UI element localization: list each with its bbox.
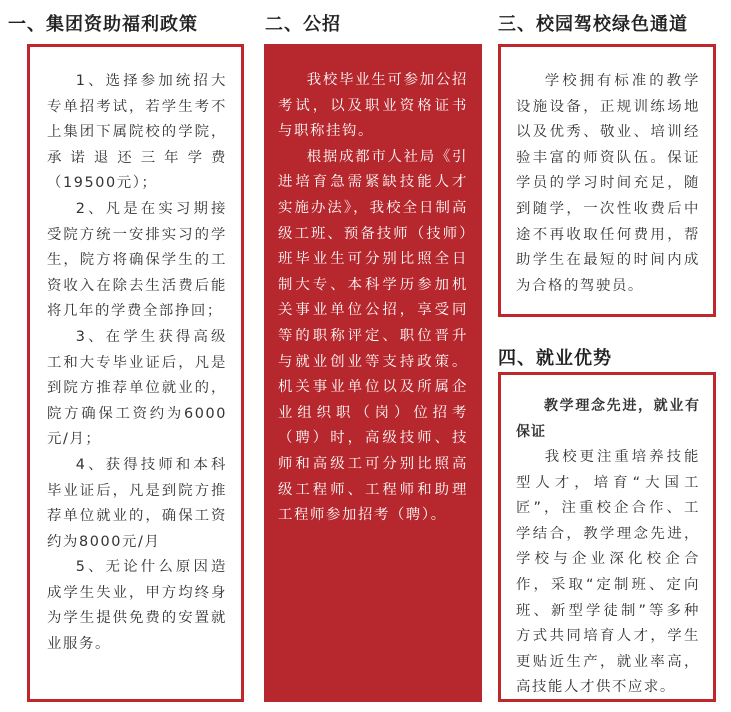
section-3-para-1: 学校拥有标准的教学设施设备，正规训练场地以及优秀、敬业、培训经验丰富的师资队伍。保证学员的学习时间充足，随到随学，一次性收费后中途不再收取任何费用，帮助学生在最短的时间内成为合格的驾驶员。 [516, 73, 700, 294]
section-2-para-2: 根据成都市人社局《引进培育急需紧缺技能人才实施办法》，我校全日制高级工班、预备技师（技师）班毕业生可分别比照全日制大专、本科学历参加机关事业单位公招，享受同等的职称评定、职位晋升与就业创业等支持政策。机关事业单位以及所属企业组织职（岗）位招考（聘）时，高级技师、技师和高级工可分别比照高级工程师、工程师和助理工程师参加招考（聘）。 [278, 148, 468, 524]
section-1-heading: 一、集团资助福利政策 [8, 14, 198, 35]
section-1-para-4: 4、获得技师和本科毕业证后，凡是到院方推荐单位就业的，确保工资约为8000元/月 [47, 456, 227, 550]
section-2-body [278, 68, 468, 529]
section-2-heading: 二、公招 [265, 14, 341, 35]
section-4-subheading: 教学理念先进，就业有保证 [516, 398, 700, 440]
section-1-para-2: 2、凡是在实习期接受院方统一安排实习的学生，院方将确保学生的工资收入在除去生活费后能将几年的学费全部挣回； [47, 200, 227, 320]
section-1-para-3: 3、在学生获得高级工和大专毕业证后，凡是到院方推荐单位就业的，院方确保工资约为6000元/月； [47, 328, 227, 448]
section-1-body [47, 69, 227, 658]
section-4-heading: 四、就业优势 [498, 348, 612, 369]
section-4-body [516, 393, 700, 701]
section-2-box [264, 44, 482, 702]
section-3-box [498, 44, 716, 317]
section-2-para-1: 我校毕业生可参加公招考试，以及职业资格证书与职称挂钩。 [278, 72, 468, 140]
section-3-body [516, 69, 700, 299]
section-1-box [27, 44, 244, 702]
section-4-box [498, 372, 716, 702]
section-1-para-1: 1、选择参加统招大专单招考试，若学生考不上集团下属院校的学院，承诺退还三年学费（19500元）； [47, 73, 227, 192]
section-4-para-1: 我校更注重培养技能型人才，培育“大国工匠”，注重校企合作、工学结合，教学理念先进，学校与企业深化校企合作，采取“定制班、定向班、新型学徒制”等多种方式共同培育人才，学生更贴近生产，就业率高，高技能人才供不应求。 [516, 449, 700, 696]
section-1-para-5: 5、无论什么原因造成学生失业，甲方均终身为学生提供免费的安置就业服务。 [47, 559, 227, 653]
section-3-heading: 三、校园驾校绿色通道 [498, 14, 688, 35]
